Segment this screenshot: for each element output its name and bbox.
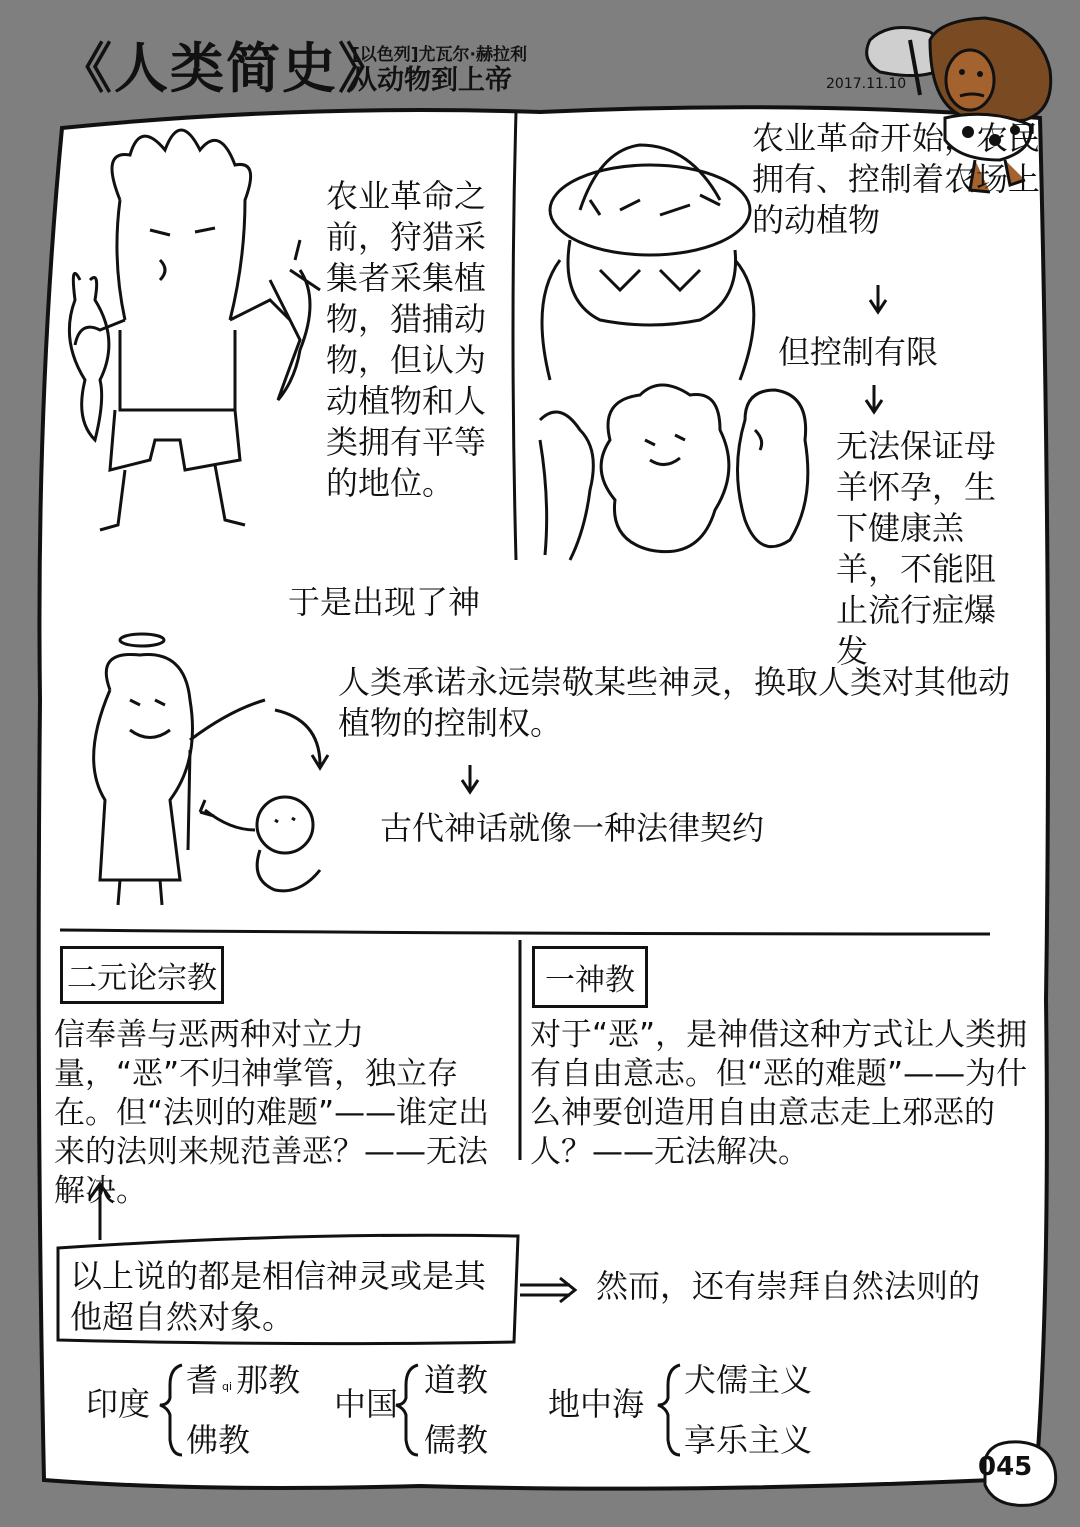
date-label: 2017.11.10 (826, 76, 907, 92)
philosophy-cynicism: 犬儒主义 (684, 1361, 813, 1399)
jain-pinyin: qi (222, 1380, 233, 1393)
monotheism-text: 对于“恶”，是神借这种方式让人类拥有自由意志。但“恶的难题”——为什么神要创造用自由意志走上邪恶的人？——无法解决。 (530, 1017, 1028, 1170)
jain-rest: 那教 (236, 1361, 301, 1399)
dualism-label: 二元论宗教 (60, 946, 224, 1004)
monotheism-label: 一神教 (532, 946, 648, 1008)
dualism-text: 信奉善与恶两种对立力量，“恶”不归神掌管，独立存在。但“法则的难题”——谁定出来的法则来规范善恶？——无法解决。 (54, 1017, 490, 1209)
region-mediterranean: 地中海 (548, 1385, 645, 1423)
page-number: 045 (978, 1452, 1033, 1482)
region-india: 印度 (86, 1385, 151, 1423)
philosophy-hedonism: 享乐主义 (684, 1421, 813, 1459)
summary-text: 以上说的都是相信神灵或是其他超自然对象。 (70, 1257, 487, 1336)
human-promise-text: 人类承诺永远崇敬某些神灵，换取人类对其他动植物的控制权。 (338, 663, 1011, 742)
region-china: 中国 (334, 1385, 399, 1423)
author-name: [以色列]尤瓦尔·赫拉利 (352, 45, 527, 65)
however-text: 然而，还有崇拜自然法则的 (596, 1267, 981, 1305)
farmers-start-text: 农业革命开始，农民拥有、控制着农场上的动植物 (752, 119, 1041, 239)
religion-taoism: 道教 (424, 1361, 489, 1399)
religion-confucianism: 儒教 (424, 1421, 489, 1459)
book-title: 《人类简史》 (58, 37, 394, 100)
religion-buddhism: 佛教 (186, 1421, 251, 1459)
cannot-control-text: 无法保证母羊怀孕，生下健康羔羊，不能阻止流行症爆发 (836, 427, 997, 670)
book-subtitle: 从动物到上帝 (350, 65, 512, 96)
hunters-text: 农业革命之前，狩猎采集者采集植物，猎捕动物，但认为动植物和人类拥有平等的地位。 (326, 177, 487, 502)
jain-first-char: 耆 (186, 1361, 219, 1399)
gods-appear-text: 于是出现了神 (288, 583, 481, 621)
control-limited-text: 但控制有限 (778, 333, 939, 371)
myth-contract-text: 古代神话就像一种法律契约 (380, 809, 765, 847)
religion-jainism (186, 1360, 300, 1401)
